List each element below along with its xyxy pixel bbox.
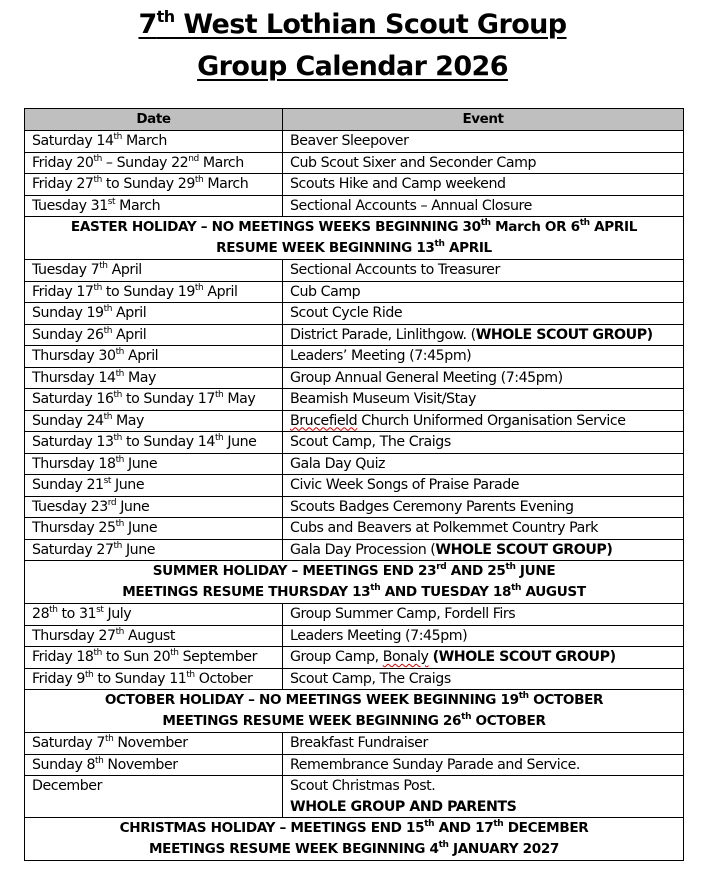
notice-line: MEETINGS RESUME WEEK BEGINNING 4th JANUARY 2027 (148, 840, 560, 857)
event-cell: Scout Cycle Ride (283, 303, 684, 325)
event-cell: Sectional Accounts – Annual Closure (283, 195, 684, 217)
notice-line: SUMMER HOLIDAY – MEETINGS END 23rd AND 25th JUNE (152, 562, 556, 579)
ordinal-suffix: th (518, 691, 529, 701)
table-row (25, 303, 684, 325)
column-header-event: Event (283, 109, 684, 131)
ordinal-suffix: rd (436, 562, 447, 572)
holiday-notice-row (25, 690, 684, 733)
table-row (25, 174, 684, 196)
table-row (25, 389, 684, 411)
event-emphasis: WHOLE SCOUT GROUP) (475, 326, 653, 343)
ordinal-suffix: th (49, 605, 58, 615)
event-cell: Beaver Sleepover (283, 131, 684, 153)
table-row (25, 432, 684, 454)
event-cell: Civic Week Songs of Praise Parade (283, 475, 684, 497)
holiday-notice-row (25, 217, 684, 260)
table-row (25, 604, 684, 626)
table-row (25, 152, 684, 174)
notice-line: EASTER HOLIDAY – NO MEETINGS WEEKS BEGINNING 30th March OR 6th APRIL (70, 218, 638, 235)
ordinal-suffix: th (424, 819, 435, 829)
date-cell: Sunday 24th May (25, 410, 283, 432)
table-row (25, 496, 684, 518)
event-cell: Group Summer Camp, Fordell Firs (283, 604, 684, 626)
date-cell: Tuesday 31st March (25, 195, 283, 217)
ordinal-suffix: th (93, 282, 102, 293)
date-cell: Thursday 27th August (25, 625, 283, 647)
event-cell: Group Annual General Meeting (7:45pm) (283, 367, 684, 389)
ordinal-suffix: th (84, 669, 94, 680)
table-row (25, 410, 684, 432)
date-cell: Sunday 19th April (25, 303, 283, 325)
calendar-table (24, 108, 684, 861)
event-cell: Remembrance Sunday Parade and Service. (283, 754, 684, 776)
table-row (25, 754, 684, 776)
ordinal-suffix: th (115, 626, 124, 637)
ordinal-suffix: th (113, 433, 122, 443)
date-cell: Thursday 30th April (25, 346, 283, 368)
event-cell: Scout Christmas Post. WHOLE GROUP AND PARENTS (283, 776, 684, 818)
table-row (25, 733, 684, 755)
event-cell: District Parade, Linlithgow. (WHOLE SCOUT GROUP) (283, 324, 684, 346)
calendar-body (25, 131, 684, 861)
event-cell: Leaders’ Meeting (7:45pm) (283, 346, 684, 368)
date-cell: Thursday 18th June (25, 453, 283, 475)
holiday-notice (25, 690, 684, 733)
table-row (25, 131, 684, 153)
ordinal-suffix: th (214, 433, 224, 443)
event-emphasis: WHOLE GROUP AND PARENTS (290, 798, 517, 815)
table-row (25, 367, 684, 389)
ordinal-suffix: th (115, 454, 124, 465)
ordinal-suffix: th (104, 734, 114, 744)
date-cell: Saturday 14th March (25, 131, 283, 153)
date-cell: 28th to 31st July (25, 604, 283, 626)
event-cell: Gala Day Procession (WHOLE SCOUT GROUP) (283, 539, 684, 561)
notice-line: RESUME WEEK BEGINNING 13th APRIL (216, 239, 492, 256)
event-cell: Cub Camp (283, 281, 684, 303)
ordinal-suffix: th (103, 411, 112, 422)
ordinal-suffix: th (113, 540, 122, 551)
event-cell: Gala Day Quiz (283, 453, 684, 475)
ordinal-suffix: th (493, 819, 504, 829)
date-cell: Friday 9th to Sunday 11th October (25, 668, 283, 690)
ordinal-suffix: th (480, 218, 491, 228)
event-cell: Scouts Hike and Camp weekend (283, 174, 684, 196)
notice-line: MEETINGS RESUME THURSDAY 13th AND TUESDAY 18th AUGUST (122, 583, 586, 600)
column-header-date: Date (25, 109, 283, 131)
event-cell: Beamish Museum Visit/Stay (283, 389, 684, 411)
date-cell: Saturday 16th to Sunday 17th May (25, 389, 283, 411)
ordinal-suffix: th (103, 325, 112, 336)
notice-line: MEETINGS RESUME WEEK BEGINNING 26th OCTOBER (162, 712, 546, 729)
notice-line: CHRISTMAS HOLIDAY – MEETINGS END 15th AND 17th DECEMBER (119, 819, 589, 836)
table-row (25, 625, 684, 647)
ordinal-suffix: th (438, 840, 449, 850)
ordinal-suffix: rd (107, 497, 117, 508)
document-title-line2: Group Calendar 2026 (197, 51, 508, 82)
ordinal-suffix: th (511, 583, 522, 593)
ordinal-suffix: th (115, 368, 124, 379)
ordinal-suffix: th (579, 218, 590, 228)
ordinal-suffix: th (93, 153, 102, 164)
table-row (25, 518, 684, 540)
table-row (25, 346, 684, 368)
ordinal-suffix: th (434, 239, 445, 249)
date-cell: Friday 18th to Sun 20th September (25, 647, 283, 669)
ordinal-suffix: th (194, 175, 204, 185)
ordinal-suffix: th (115, 347, 124, 357)
spellcheck-flagged-word: Brucefield (290, 412, 358, 429)
ordinal-suffix: th (505, 562, 516, 572)
holiday-notice (25, 818, 684, 861)
date-cell: Saturday 27th June (25, 539, 283, 561)
table-row (25, 647, 684, 669)
document-title-line1: 7th West Lothian Scout Group (138, 7, 567, 40)
date-cell: Tuesday 7th April (25, 260, 283, 282)
ordinal-suffix: th (186, 669, 195, 680)
ordinal-suffix: th (93, 175, 102, 185)
holiday-notice (25, 217, 684, 260)
table-row (25, 475, 684, 497)
date-cell: Friday 17th to Sunday 19th April (25, 281, 283, 303)
ordinal-suffix: nd (188, 153, 199, 164)
date-cell: Sunday 26th April (25, 324, 283, 346)
table-row (25, 539, 684, 561)
date-cell: Thursday 14th May (25, 367, 283, 389)
table-row (25, 776, 684, 818)
ordinal-suffix: th (93, 648, 102, 658)
ordinal-suffix: th (115, 519, 124, 529)
event-cell: Sectional Accounts to Treasurer (283, 260, 684, 282)
date-cell: Sunday 21st June (25, 475, 283, 497)
ordinal-suffix: st (103, 476, 111, 486)
date-cell: Friday 20th – Sunday 22nd March (25, 152, 283, 174)
holiday-notice-row (25, 818, 684, 861)
notice-line: OCTOBER HOLIDAY – NO MEETINGS WEEK BEGINNING 19th OCTOBER (104, 691, 604, 708)
event-emphasis: WHOLE SCOUT GROUP) (435, 541, 613, 558)
date-cell: Saturday 7th November (25, 733, 283, 755)
event-cell: Brucefield Church Uniformed Organisation Service (283, 410, 684, 432)
event-cell: Scout Camp, The Craigs (283, 432, 684, 454)
event-cell: Breakfast Fundraiser (283, 733, 684, 755)
event-cell: Leaders Meeting (7:45pm) (283, 625, 684, 647)
table-header-row (25, 109, 684, 131)
table-row (25, 324, 684, 346)
table-row (25, 195, 684, 217)
event-emphasis: (WHOLE SCOUT GROUP) (432, 649, 616, 665)
ordinal-suffix: st (107, 196, 116, 207)
ordinal-suffix: th (103, 304, 112, 314)
ordinal-suffix: th (113, 132, 122, 142)
date-cell: December (25, 776, 283, 818)
holiday-notice-row (25, 561, 684, 604)
table-row (25, 260, 684, 282)
event-cell: Scouts Badges Ceremony Parents Evening (283, 496, 684, 518)
ordinal-suffix: th (99, 261, 108, 271)
date-cell: Sunday 8th November (25, 754, 283, 776)
event-cell: Group Camp, Bonaly (WHOLE SCOUT GROUP) (283, 647, 684, 669)
ordinal-suffix: th (170, 648, 179, 658)
table-row (25, 281, 684, 303)
event-cell: Cub Scout Sixer and Seconder Camp (283, 152, 684, 174)
ordinal-suffix: th (370, 583, 381, 593)
event-cell: Scout Camp, The Craigs (283, 668, 684, 690)
ordinal-suffix: th (113, 390, 122, 400)
date-cell: Friday 27th to Sunday 29th March (25, 174, 283, 196)
spellcheck-flagged-word: Bonaly (382, 649, 429, 665)
table-row (25, 453, 684, 475)
event-cell: Cubs and Beavers at Polkemmet Country Park (283, 518, 684, 540)
ordinal-suffix: th (194, 282, 204, 293)
ordinal-suffix: st (96, 605, 104, 615)
date-cell: Tuesday 23rd June (25, 496, 283, 518)
ordinal-suffix: th (214, 390, 224, 400)
ordinal-suffix: th (461, 712, 472, 722)
table-row (25, 668, 684, 690)
date-cell: Saturday 13th to Sunday 14th June (25, 432, 283, 454)
ordinal-suffix: th (95, 755, 104, 766)
date-cell: Thursday 25th June (25, 518, 283, 540)
holiday-notice (25, 561, 684, 604)
